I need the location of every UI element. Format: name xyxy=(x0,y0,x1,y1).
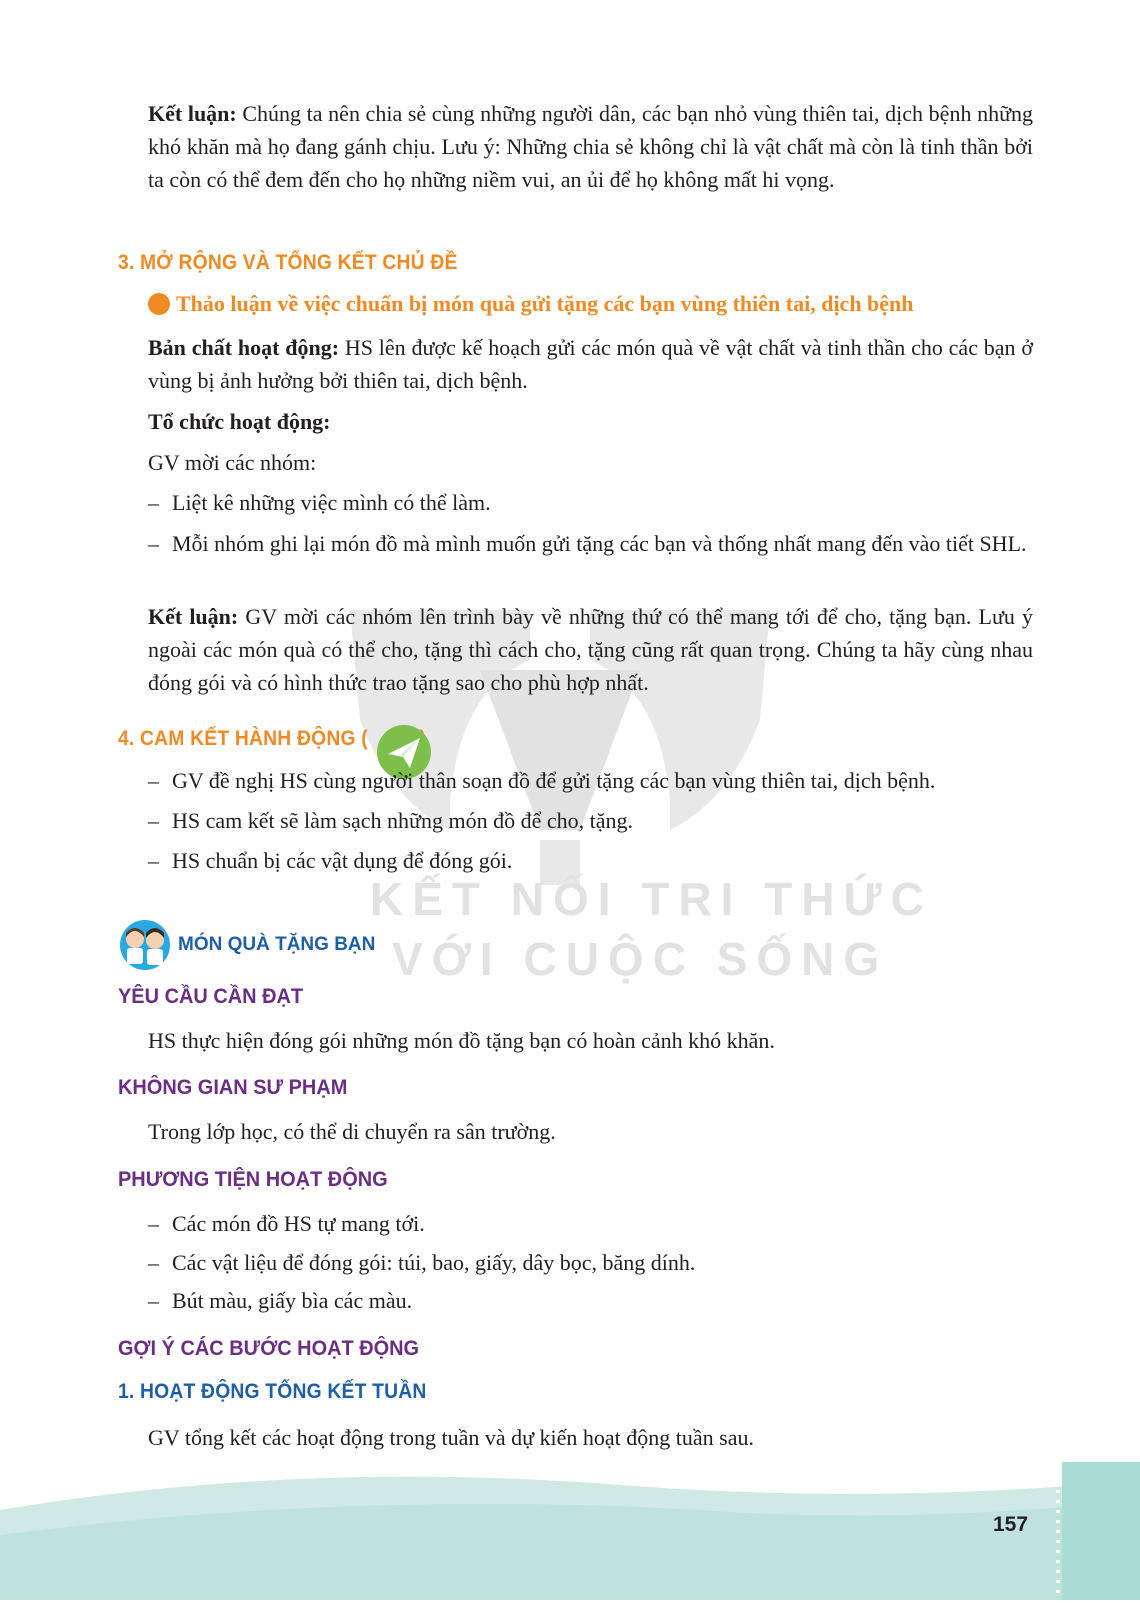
list-item xyxy=(148,527,1057,560)
nature-paragraph xyxy=(148,331,1033,397)
nature-text: HS lên được kế hoạch gửi các món quà về vật chất và tinh thần cho các bạn ở vùng bị ảnh hưởng bởi thiên tai, dịch bệnh. xyxy=(148,335,1033,393)
list-item xyxy=(148,804,1057,837)
footer-wave xyxy=(0,1440,1140,1600)
list-item xyxy=(148,1246,1057,1279)
section3-conclusion-text: GV mời các nhóm lên trình bày về những thứ có thể mang tới để cho, tặng bạn. Lưu ý ngoài các món quà có thể cho, tặng thì cách cho, tặng cũng rất quan trọng. Chúng ta hãy cùng nhau đóng gói và có hình thức trao tặng sao cho phù hợp nhất. xyxy=(148,604,1033,695)
list-item-text: Liệt kê những việc mình có thể làm. xyxy=(172,490,491,515)
requirements-text: HS thực hiện đóng gói những món đồ tặng bạn có hoàn cảnh khó khăn. xyxy=(148,1028,775,1053)
conclusion-label: Kết luận: xyxy=(148,101,237,126)
list-item-text: HS cam kết sẽ làm sạch những món đồ để cho, tặng. xyxy=(172,808,633,833)
dash-bullet: – xyxy=(148,1250,159,1275)
list-item-text: Các vật liệu để đóng gói: túi, bao, giấy, dây bọc, băng dính. xyxy=(172,1250,696,1275)
list-item xyxy=(148,486,1057,519)
step-1-heading: 1. HOẠT ĐỘNG TỔNG KẾT TUẦN xyxy=(118,1380,427,1403)
organization-label: Tổ chức hoạt động: xyxy=(148,409,331,434)
students-icon xyxy=(116,917,174,971)
space-text: Trong lớp học, có thể di chuyển ra sân trường. xyxy=(148,1119,556,1144)
list-item xyxy=(148,1207,1057,1240)
dash-bullet: – xyxy=(148,490,159,515)
dash-bullet: – xyxy=(148,808,159,833)
dash-bullet: – xyxy=(148,1211,159,1236)
section3-conclusion-label: Kết luận: xyxy=(148,604,239,629)
list-item xyxy=(148,844,1057,877)
page-number: 157 xyxy=(993,1513,1029,1536)
section-3-heading: 3. MỞ RỘNG VÀ TỔNG KẾT CHỦ ĐỀ xyxy=(118,251,458,274)
watermark-line2: VỚI CUỘC SỐNG xyxy=(392,933,889,985)
conclusion-paragraph xyxy=(148,97,1033,196)
dash-bullet: – xyxy=(148,531,159,556)
steps-heading: GỢI Ý CÁC BƯỚC HOẠT ĐỘNG xyxy=(118,1337,420,1360)
section-4-title: 4. CAM KẾT HÀNH ĐỘNG ( xyxy=(118,727,368,750)
list-item xyxy=(148,1284,1057,1317)
step-1-text: GV tổng kết các hoạt động trong tuần và dự kiến hoạt động tuần sau. xyxy=(148,1425,754,1450)
watermark-line1: KẾT NỐI TRI THỨC xyxy=(370,873,933,925)
list-item-text: HS chuẩn bị các vật dụng để đóng gói. xyxy=(172,848,513,873)
list-item-text: GV đề nghị HS cùng người thân soạn đồ để gửi tặng các bạn vùng thiên tai, dịch bệnh. xyxy=(172,768,936,793)
means-heading: PHƯƠNG TIỆN HOẠT ĐỘNG xyxy=(118,1168,388,1191)
bullet-dot-icon xyxy=(148,293,170,315)
list-item-text: Bút màu, giấy bìa các màu. xyxy=(172,1288,413,1313)
activity-title xyxy=(148,291,914,317)
dash-bullet: – xyxy=(148,768,159,793)
requirements-heading: YÊU CẦU CẦN ĐẠT xyxy=(118,985,304,1008)
dash-bullet: – xyxy=(148,1288,159,1313)
lesson-title: MÓN QUÀ TẶNG BẠN xyxy=(178,934,376,955)
list-item-text: Mỗi nhóm ghi lại món đồ mà mình muốn gửi tặng các bạn và thống nhất mang đến vào tiết SHL. xyxy=(172,531,1027,556)
conclusion-text: Chúng ta nên chia sẻ cùng những người dân, các bạn nhỏ vùng thiên tai, dịch bệnh những khó khăn mà họ đang gánh chịu. Lưu ý: Những chia sẻ không chỉ là vật chất mà còn là tinh thần bởi ta còn có thể đem đến cho họ những niềm vui, an ủi để họ không mất hi vọng. xyxy=(148,101,1033,192)
list-item xyxy=(148,764,1057,797)
space-heading: KHÔNG GIAN SƯ PHẠM xyxy=(118,1076,348,1099)
list-item-text: Các món đồ HS tự mang tới. xyxy=(172,1211,425,1236)
dash-bullet: – xyxy=(148,848,159,873)
activity-title-text: Thảo luận về việc chuẩn bị món quà gửi tặng các bạn vùng thiên tai, dịch bệnh xyxy=(176,291,914,316)
invite-text: GV mời các nhóm: xyxy=(148,450,317,475)
section3-conclusion xyxy=(148,600,1033,699)
nature-label: Bản chất hoạt động: xyxy=(148,335,340,360)
